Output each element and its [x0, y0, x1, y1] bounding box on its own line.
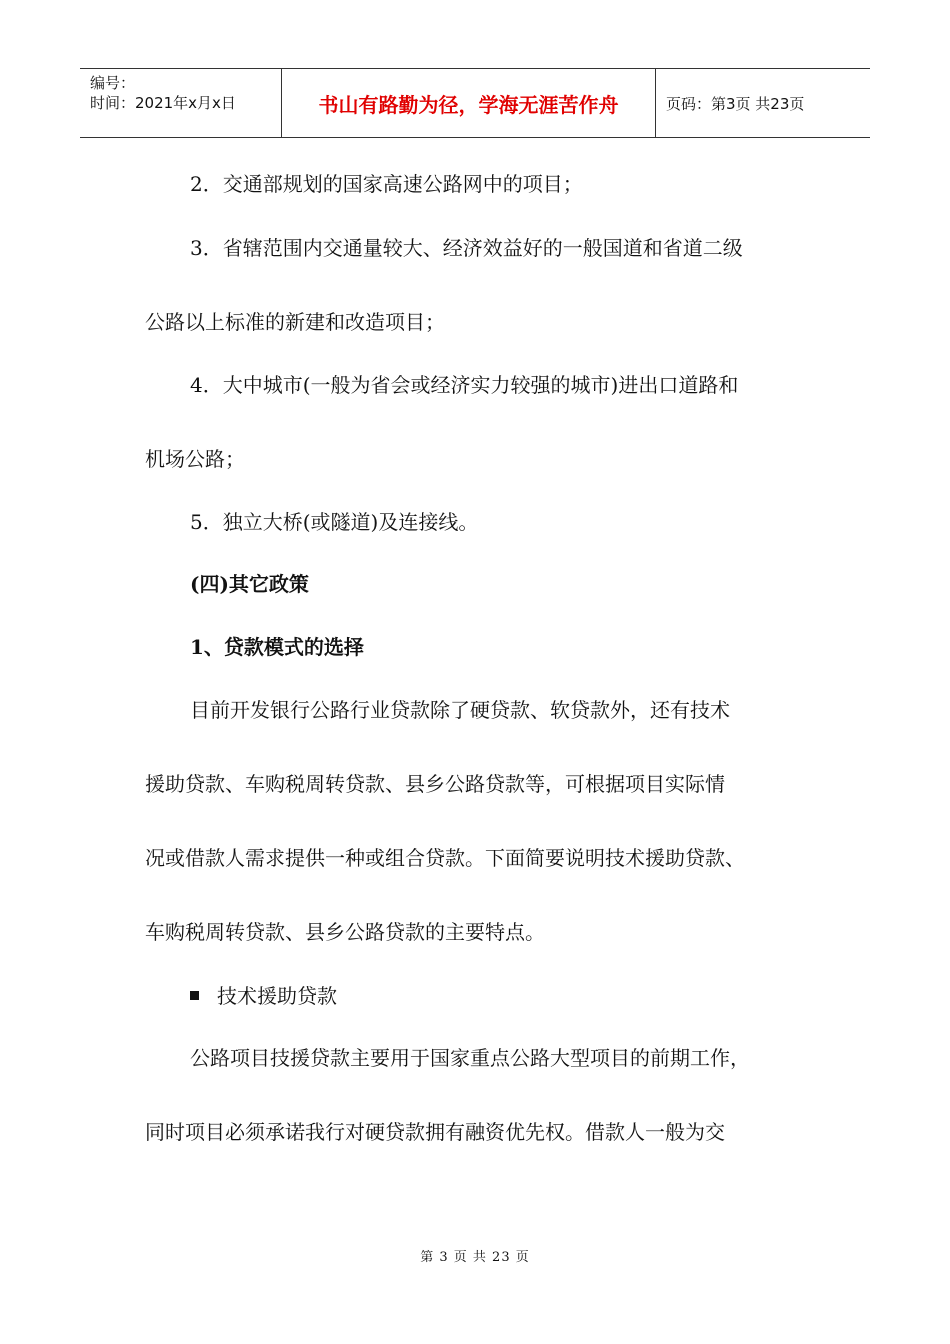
- list-item-3-continued: 公路以上标准的新建和改造项目；: [145, 310, 445, 334]
- bullet-item: [190, 984, 337, 1008]
- page-footer: 第 3 页 共 23 页: [420, 1250, 530, 1265]
- list-item-2: 2．交通部规划的国家高速公路网中的项目；: [190, 172, 583, 196]
- paragraph-line: 目前开发银行公路行业贷款除了硬贷款、软贷款外，还有技术: [190, 698, 730, 722]
- section-heading: (四)其它政策: [190, 572, 309, 596]
- document-time-label: 时间：2021年x月x日: [90, 94, 236, 112]
- header-page-info: 页码：第3页 共23页: [666, 94, 805, 113]
- subsection-heading: 1、贷款模式的选择: [190, 635, 364, 659]
- list-item-4: 4．大中城市(一般为省会或经济实力较强的城市)进出口道路和: [190, 373, 739, 397]
- bullet-item-label: 技术援助贷款: [217, 984, 337, 1008]
- paragraph-line: 公路项目技援贷款主要用于国家重点公路大型项目的前期工作，: [190, 1046, 750, 1070]
- list-item-5: 5．独立大桥(或隧道)及连接线。: [190, 510, 479, 534]
- paragraph-line: 车购税周转贷款、县乡公路贷款的主要特点。: [145, 920, 545, 944]
- header-motto: 书山有路勤为径，学海无涯苦作舟: [282, 69, 656, 137]
- square-bullet-icon: [190, 991, 199, 1000]
- page-header: [80, 68, 870, 138]
- paragraph-line: 援助贷款、车购税周转贷款、县乡公路贷款等，可根据项目实际情: [145, 772, 725, 796]
- paragraph-line: 况或借款人需求提供一种或组合贷款。下面简要说明技术援助贷款、: [145, 846, 745, 870]
- list-item-3: 3．省辖范围内交通量较大、经济效益好的一般国道和省道二级: [190, 236, 743, 260]
- list-item-4-continued: 机场公路；: [145, 447, 245, 471]
- header-meta-cell: [80, 69, 282, 137]
- paragraph-line: 同时项目必须承诺我行对硬贷款拥有融资优先权。借款人一般为交: [145, 1120, 725, 1144]
- document-number-label: 编号：: [90, 74, 136, 92]
